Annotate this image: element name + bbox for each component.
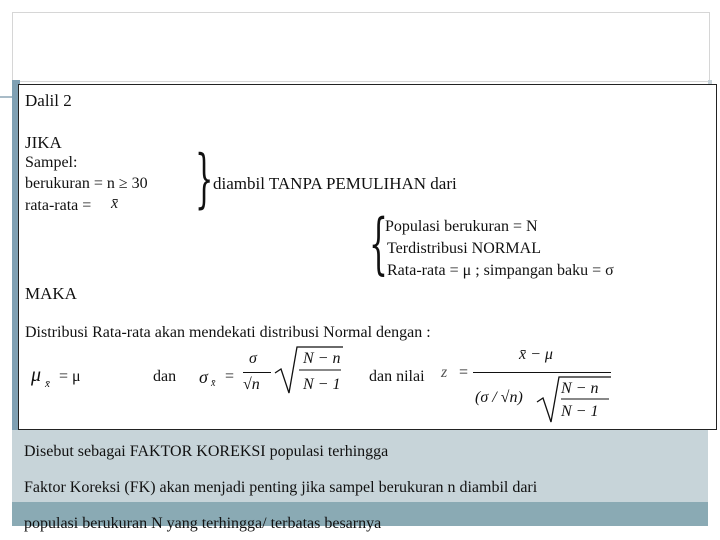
fraction-bar-2 [473,372,611,373]
sqrt-n: √n [243,376,260,393]
N-minus-n-2: N − n [561,380,599,397]
diambil-text: diambil TANPA PEMULIHAN dari [213,174,457,193]
fraction-bar-1 [243,372,271,373]
note-line-3: populasi berukuran N yang terhingga/ terbatas besarnya [24,515,382,532]
equals-2: = [459,364,469,381]
top-frame [12,12,710,82]
ratarata-simpangan-line: Rata-rata = μ ; simpangan baku = σ [387,262,614,279]
left-brace: { [369,205,388,282]
berukuran-text: berukuran = n ≥ 30 [25,175,148,192]
slide-heading: Dalil 2 [25,91,72,110]
sigma-subscript: x̄ [211,378,216,389]
sampel-label: Sampel: [25,154,78,171]
xbar-minus-mu: x̄ − μ [519,346,553,363]
equals-1: = [225,368,235,385]
sigma-numerator: σ [249,350,257,367]
ratarata-text: rata-rata = [25,197,92,214]
left-accent-line [0,96,12,98]
dan-text: dan [153,368,177,385]
xbar-symbol: x̄ [111,195,119,212]
note-line-2: Faktor Koreksi (FK) akan menjadi penting jika sampel berukuran n diambil dari [24,479,538,496]
sigma-lhs: σ [199,367,208,387]
note-line-1: Disebut sebagai FAKTOR KOREKSI populasi terhingga [24,443,389,460]
terdistribusi-line: Terdistribusi NORMAL [387,240,541,257]
N-minus-1-1: N − 1 [303,376,341,393]
jika-label: JIKA [25,133,62,152]
slide-image [18,84,717,430]
N-minus-1-2: N − 1 [561,403,599,420]
distribusi-text: Distribusi Rata-rata akan mendekati distribusi Normal dengan : [25,324,431,341]
denominator-left: (σ / √n) [475,389,523,406]
maka-label: MAKA [25,284,77,303]
N-minus-n-1: N − n [303,350,341,367]
mu-subscript: x̄ [45,378,50,390]
mu-rhs: = μ [59,368,81,385]
populasi-line: Populasi berukuran = N [385,218,538,235]
mu-symbol: μ [31,364,42,386]
dan-nilai-text: dan nilai [369,368,425,385]
z-symbol: z [441,364,448,381]
right-brace: } [195,142,214,216]
